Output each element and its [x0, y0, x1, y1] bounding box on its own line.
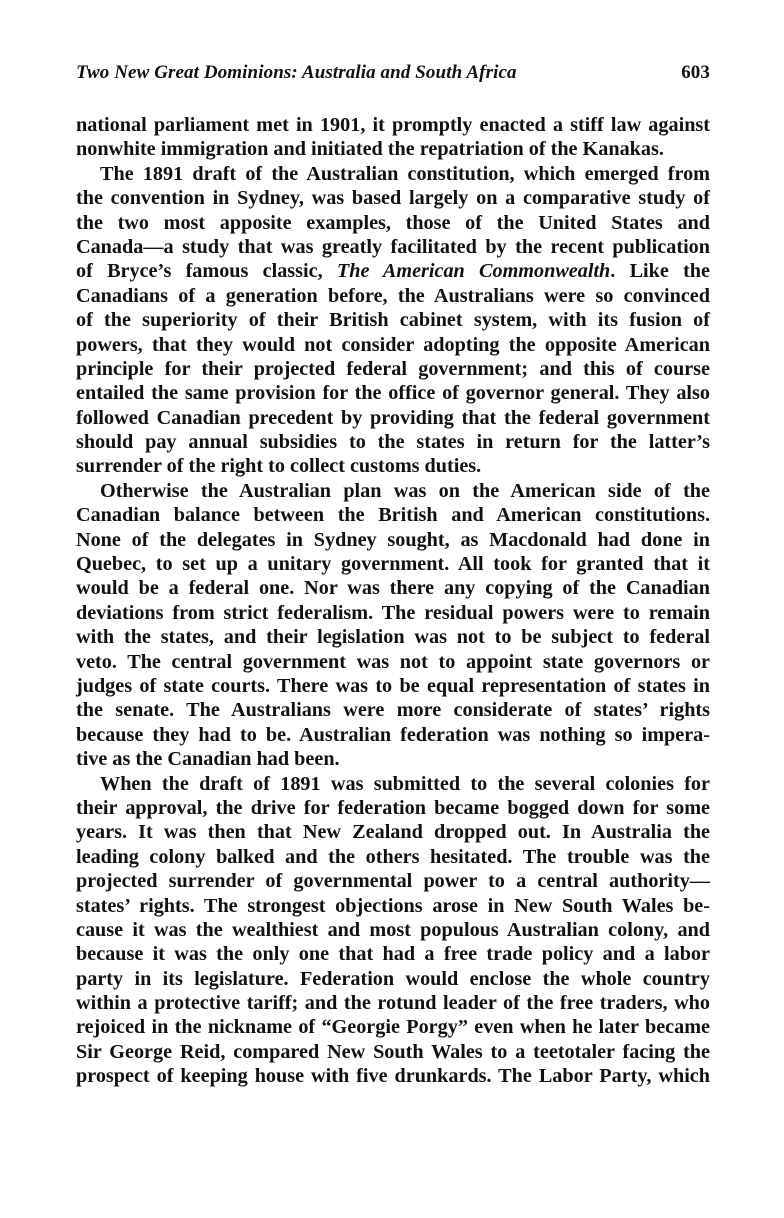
text-line: states’ rights. The strongest objections arose in New South Wales be-: [76, 894, 710, 917]
text-line: Sir George Reid, compared New South Wales to a teetotaler facing the: [76, 1040, 710, 1063]
text-line: When the draft of 1891 was submitted to the several colonies for: [100, 772, 710, 795]
text-line: the convention in Sydney, was based largely on a comparative study of: [76, 187, 710, 210]
text-line: years. It was then that New Zealand dropped out. In Australia the: [76, 821, 710, 844]
text-line: The 1891 draft of the Australian constitution, which emerged from: [100, 162, 710, 185]
text-segment: . Like the: [610, 260, 710, 283]
paragraph-3: [76, 479, 710, 772]
text-line: Otherwise the Australian plan was on the American side of the: [100, 479, 710, 502]
paragraph-4: [76, 772, 710, 1089]
text-line: because it was the only one that had a free trade policy and a labor: [76, 943, 710, 966]
body-text: [76, 113, 710, 1089]
text-line: tive as the Canadian had been.: [76, 748, 340, 771]
text-line: prospect of keeping house with five drunkards. The Labor Party, which: [76, 1065, 710, 1088]
running-head: [76, 62, 710, 96]
book-title: The American Commonwealth: [336, 260, 611, 283]
text-line: surrender of the right to collect customs duties.: [76, 455, 482, 478]
text-line: rejoiced in the nickname of “Georgie Porgy” even when he later became: [76, 1016, 710, 1039]
text-line: Quebec, to set up a unitary government. All took for granted that it: [76, 553, 710, 576]
text-line: veto. The central government was not to appoint state governors or: [76, 650, 710, 673]
text-line: of the superiority of their British cabinet system, with its fusion of: [76, 309, 710, 332]
text-line: the two most apposite examples, those of the United States and: [76, 211, 710, 234]
text-line: nonwhite immigration and initiated the repatriation of the Kanakas.: [76, 138, 664, 161]
text-line: projected surrender of governmental power to a central authority—: [76, 870, 710, 893]
book-page: [76, 62, 710, 1089]
text-line: principle for their projected federal government; and this of course: [76, 357, 710, 380]
page-number: 603: [681, 62, 710, 83]
text-line: None of the delegates in Sydney sought, as Macdonald had done in: [76, 528, 710, 551]
text-line: would be a federal one. Nor was there any copying of the Canadian: [76, 577, 710, 600]
text-line: Canada—a study that was greatly facilitated by the recent publication: [76, 235, 710, 258]
text-line: Canadians of a generation before, the Australians were so convinced: [76, 284, 710, 307]
text-line: national parliament met in 1901, it promptly enacted a stiff law against: [76, 114, 710, 136]
text-line: Canadian balance between the British and American constitutions.: [76, 504, 710, 527]
text-line: with the states, and their legislation was not to be subject to federal: [76, 626, 710, 649]
text-line: entailed the same provision for the office of governor general. They also: [76, 382, 710, 405]
text-line: the senate. The Australians were more considerate of states’ rights: [76, 699, 710, 722]
text-line: followed Canadian precedent by providing that the federal government: [76, 406, 710, 429]
text-line: cause it was the wealthiest and most populous Australian colony, and: [76, 918, 710, 941]
text-segment: of Bryce’s famous classic,: [76, 260, 337, 283]
text-line: deviations from strict federalism. The residual powers were to remain: [76, 601, 710, 624]
running-head-title: Two New Great Dominions: Australia and South Africa: [76, 62, 517, 83]
text-line: powers, that they would not consider adopting the opposite American: [76, 333, 710, 356]
text-line: their approval, the drive for federation became bogged down for some: [76, 796, 710, 819]
text-line: judges of state courts. There was to be equal representation of states in: [76, 674, 710, 697]
text-line-with-title: [76, 259, 710, 283]
paragraph-2: [76, 162, 710, 479]
text-line: party in its legislature. Federation would enclose the whole country: [76, 967, 710, 990]
text-line: within a protective tariff; and the rotund leader of the free traders, who: [76, 992, 710, 1015]
text-line: because they had to be. Australian federation was nothing so impera-: [76, 723, 710, 746]
text-line: leading colony balked and the others hesitated. The trouble was the: [76, 845, 710, 868]
text-line: should pay annual subsidies to the states in return for the latter’s: [76, 431, 710, 454]
paragraph-1: [76, 113, 710, 162]
